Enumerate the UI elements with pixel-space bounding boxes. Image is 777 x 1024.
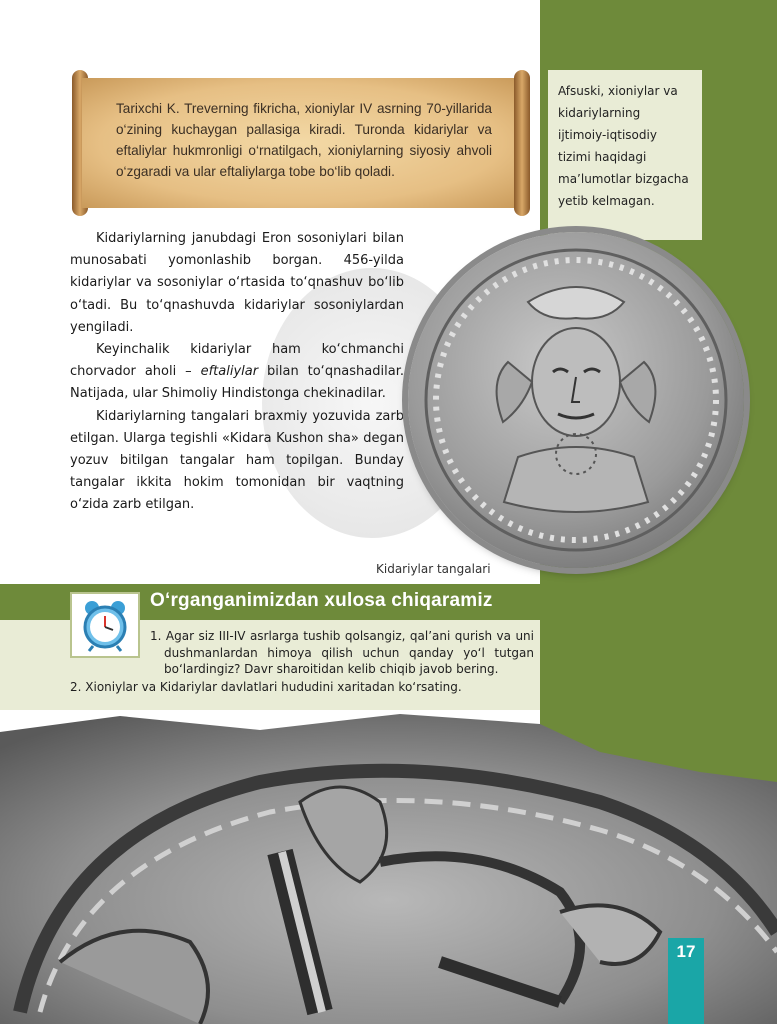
summary-title: O‘rganganimizdan xulosa chiqaramiz — [150, 590, 493, 611]
scroll-text: Tarixchi K. Treverning fikricha, xioniylar IV asrning 70-yillarida o‘zining kuchaygan pallasiga kiradi. Turonda kidariylar va eftaliylar hukmronligi o‘rnatilgach, xioniylarning siyosiy ahvoli o‘zgaradi va ular eftaliylarga tobe bo‘lib qoladi. — [82, 78, 520, 208]
coin-relief — [408, 232, 744, 568]
paragraph-3: Kidariylarning tangalari braxmiy yozuvida zarb etilgan. Ularga tegishli «Kidara Kushon sha» degan yozuv bitilgan tangalar ham topilgan. Bunday tangalar ikkita hokim tomonidan bir vaqtning o‘zida zarb etilgan. — [70, 408, 404, 513]
silver-plate-relief-image — [0, 712, 777, 1024]
paragraph-2-start: Keyinchalik kidariylar ham ko‘chmanchi chorvador aholi – — [70, 342, 404, 380]
paragraph-2-end: bilan to‘qnashadilar. Natijada, ular Shimoliy Hindistonga chekinadilar. — [70, 364, 404, 402]
paragraph-2 — [70, 339, 404, 406]
sidenote-box: Afsuski, xioniylar va kidariylarning ijtimoiy-iqtisodiy tizimi haqidagi ma’lumotlar bizgacha yetib kelmagan. — [548, 70, 702, 240]
kidarite-coin-image — [408, 232, 744, 568]
page-number: 17 — [676, 942, 696, 961]
coin-caption: Kidariylar tangalari — [376, 562, 491, 576]
scroll-roll-right — [514, 70, 530, 216]
questions-list — [70, 628, 534, 695]
question-1: 1. Agar siz III-IV asrlarga tushib qolsangiz, qal’ani qurish va uni dushmanlardan himoya qilish uchun qanday yo‘l tutgan bo‘lardingiz? Davr sharoitidan kelib chiqib javob bering. — [150, 629, 534, 676]
parchment-scroll — [72, 70, 530, 216]
relief-artwork — [0, 712, 777, 1024]
paragraph-1: Kidariylarning janubdagi Eron sosoniylari bilan munosabati yomonlashib borgan. 456-yilda kidariylar va sosoniylar o‘rtasida to‘qnashuv bo‘lib o‘tadi. Bu to‘qnashuvda kidariylar sosoniylardan yengiladi. — [70, 231, 404, 335]
term-eftaliylar: eftaliylar — [200, 364, 259, 380]
main-text — [70, 228, 404, 517]
question-2: 2. Xioniylar va Kidariylar davlatlari hududini xaritadan ko‘rsating. — [70, 679, 462, 694]
